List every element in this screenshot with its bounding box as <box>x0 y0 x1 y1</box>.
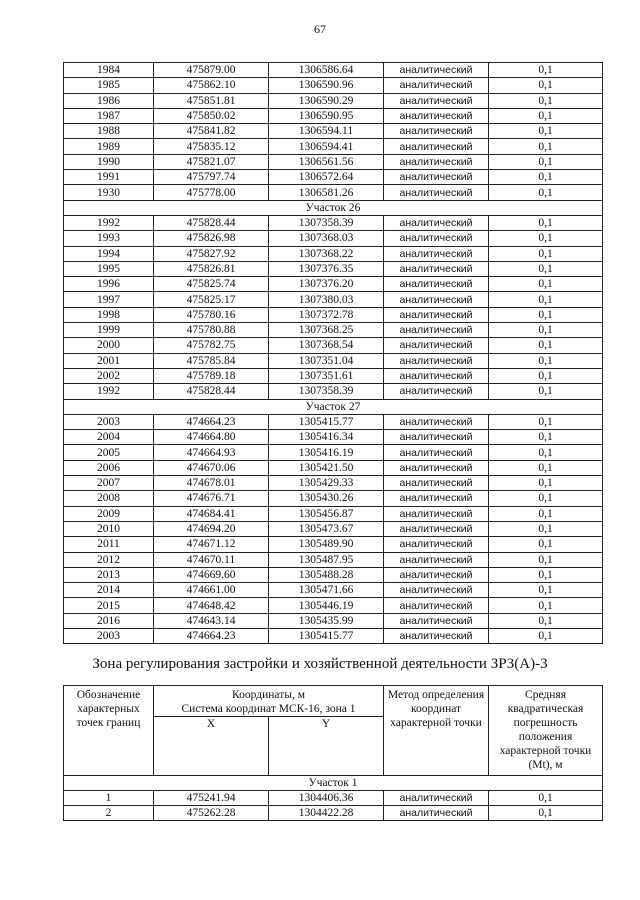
accuracy: 0,1 <box>489 261 603 276</box>
accuracy: 0,1 <box>489 567 603 582</box>
accuracy: 0,1 <box>489 277 603 292</box>
table-row <box>64 154 603 169</box>
point-id: 1 <box>64 791 154 806</box>
accuracy: 0,1 <box>489 170 603 185</box>
table-row <box>64 338 603 353</box>
header-coordinate-system: Система координат МСК-16, зона 1 <box>154 702 384 717</box>
coord-x: 474664.80 <box>154 430 269 445</box>
method: аналитический <box>384 353 489 368</box>
method: аналитический <box>384 414 489 429</box>
coord-x: 475780.16 <box>154 307 269 322</box>
accuracy: 0,1 <box>489 613 603 628</box>
table-row <box>64 552 603 567</box>
point-id: 2002 <box>64 368 154 383</box>
table-row <box>64 277 603 292</box>
coord-y: 1305489.90 <box>269 537 384 552</box>
coord-x: 475828.44 <box>154 384 269 399</box>
coord-y: 1305487.95 <box>269 552 384 567</box>
coord-y: 1305435.99 <box>269 613 384 628</box>
table-row <box>64 506 603 521</box>
section-row <box>64 399 603 414</box>
coord-y: 1307368.22 <box>269 246 384 261</box>
section-row <box>64 200 603 215</box>
table-row <box>64 414 603 429</box>
point-id: 1991 <box>64 170 154 185</box>
accuracy: 0,1 <box>489 628 603 643</box>
point-id: 1987 <box>64 108 154 123</box>
coord-y: 1305473.67 <box>269 521 384 536</box>
accuracy: 0,1 <box>489 93 603 108</box>
method: аналитический <box>384 185 489 200</box>
table-row <box>64 292 603 307</box>
table-row <box>64 791 603 806</box>
method: аналитический <box>384 323 489 338</box>
method: аналитический <box>384 537 489 552</box>
accuracy: 0,1 <box>489 506 603 521</box>
table-row <box>64 93 603 108</box>
method: аналитический <box>384 613 489 628</box>
point-id: 2008 <box>64 491 154 506</box>
point-id: 1992 <box>64 215 154 230</box>
coord-y: 1306586.64 <box>269 63 384 78</box>
method: аналитический <box>384 384 489 399</box>
accuracy: 0,1 <box>489 445 603 460</box>
coord-y: 1305416.34 <box>269 430 384 445</box>
accuracy: 0,1 <box>489 231 603 246</box>
point-id: 2001 <box>64 353 154 368</box>
point-id: 1993 <box>64 231 154 246</box>
method: аналитический <box>384 521 489 536</box>
accuracy: 0,1 <box>489 806 603 821</box>
accuracy: 0,1 <box>489 583 603 598</box>
table-row <box>64 537 603 552</box>
accuracy: 0,1 <box>489 338 603 353</box>
point-id: 1996 <box>64 277 154 292</box>
point-id: 2012 <box>64 552 154 567</box>
header-accuracy: Средняя квадратическая погрешность положения характерной точки (Mt), м <box>489 686 603 776</box>
table-row <box>64 476 603 491</box>
accuracy: 0,1 <box>489 460 603 475</box>
table-row <box>64 108 603 123</box>
coord-x: 475826.81 <box>154 261 269 276</box>
table-row <box>64 583 603 598</box>
point-id: 2004 <box>64 430 154 445</box>
point-id: 1998 <box>64 307 154 322</box>
coord-y: 1307351.61 <box>269 368 384 383</box>
method: аналитический <box>384 139 489 154</box>
point-id: 2005 <box>64 445 154 460</box>
point-id: 1995 <box>64 261 154 276</box>
zone-title: Зона регулирования застройки и хозяйственной деятельности ЗРЗ(А)-3 <box>92 656 548 672</box>
method: аналитический <box>384 246 489 261</box>
table-row <box>64 613 603 628</box>
method: аналитический <box>384 292 489 307</box>
accuracy: 0,1 <box>489 353 603 368</box>
accuracy: 0,1 <box>489 430 603 445</box>
table-row <box>64 261 603 276</box>
coord-x: 475826.98 <box>154 231 269 246</box>
table-row <box>64 215 603 230</box>
coord-y: 1307368.03 <box>269 231 384 246</box>
coord-x: 475825.17 <box>154 292 269 307</box>
accuracy: 0,1 <box>489 154 603 169</box>
coord-y: 1305488.28 <box>269 567 384 582</box>
method: аналитический <box>384 231 489 246</box>
coord-x: 475797.74 <box>154 170 269 185</box>
method: аналитический <box>384 154 489 169</box>
page-number: 67 <box>314 22 326 36</box>
accuracy: 0,1 <box>489 791 603 806</box>
table-row <box>64 598 603 613</box>
coord-y: 1305446.19 <box>269 598 384 613</box>
coord-y: 1307376.35 <box>269 261 384 276</box>
coord-y: 1306581.26 <box>269 185 384 200</box>
accuracy: 0,1 <box>489 63 603 78</box>
point-id: 1994 <box>64 246 154 261</box>
section-title: Участок 26 <box>64 200 603 215</box>
table-row <box>64 307 603 322</box>
coord-y: 1307358.39 <box>269 384 384 399</box>
coord-y: 1306594.11 <box>269 124 384 139</box>
header-point-designation: Обозначение характерных точек границ <box>64 686 154 776</box>
table-row <box>64 384 603 399</box>
coord-x: 475828.44 <box>154 215 269 230</box>
method: аналитический <box>384 628 489 643</box>
coord-x: 475879.00 <box>154 63 269 78</box>
coord-x: 475821.07 <box>154 154 269 169</box>
accuracy: 0,1 <box>489 414 603 429</box>
coord-y: 1306590.95 <box>269 108 384 123</box>
accuracy: 0,1 <box>489 368 603 383</box>
point-id: 1985 <box>64 78 154 93</box>
header-coordinates: Координаты, м <box>154 686 384 703</box>
point-id: 1984 <box>64 63 154 78</box>
coord-x: 475835.12 <box>154 139 269 154</box>
accuracy: 0,1 <box>489 384 603 399</box>
table-row <box>64 246 603 261</box>
method: аналитический <box>384 460 489 475</box>
coord-y: 1304422.28 <box>269 806 384 821</box>
coord-x: 475780.88 <box>154 323 269 338</box>
point-id: 1930 <box>64 185 154 200</box>
coord-x: 475785.84 <box>154 353 269 368</box>
coord-y: 1306572.64 <box>269 170 384 185</box>
coord-x: 475778.00 <box>154 185 269 200</box>
coord-x: 474670.06 <box>154 460 269 475</box>
coord-x: 475841.82 <box>154 124 269 139</box>
method: аналитический <box>384 806 489 821</box>
method: аналитический <box>384 567 489 582</box>
table-row <box>64 460 603 475</box>
method: аналитический <box>384 552 489 567</box>
point-id: 1989 <box>64 139 154 154</box>
table-row <box>64 368 603 383</box>
coord-y: 1305456.87 <box>269 506 384 521</box>
point-id: 2009 <box>64 506 154 521</box>
method: аналитический <box>384 368 489 383</box>
table-row <box>64 78 603 93</box>
coord-x: 474664.93 <box>154 445 269 460</box>
method: аналитический <box>384 170 489 185</box>
accuracy: 0,1 <box>489 521 603 536</box>
accuracy: 0,1 <box>489 139 603 154</box>
method: аналитический <box>384 215 489 230</box>
point-id: 2011 <box>64 537 154 552</box>
point-id: 2015 <box>64 598 154 613</box>
coord-y: 1307368.25 <box>269 323 384 338</box>
method: аналитический <box>384 476 489 491</box>
coord-x: 474694.20 <box>154 521 269 536</box>
point-id: 1997 <box>64 292 154 307</box>
coord-x: 474664.23 <box>154 414 269 429</box>
coord-y: 1307380.03 <box>269 292 384 307</box>
coord-x: 474669.60 <box>154 567 269 582</box>
accuracy: 0,1 <box>489 108 603 123</box>
method: аналитический <box>384 583 489 598</box>
accuracy: 0,1 <box>489 78 603 93</box>
method: аналитический <box>384 430 489 445</box>
table-row <box>64 430 603 445</box>
table-row <box>64 445 603 460</box>
table-row <box>64 63 603 78</box>
point-id: 1999 <box>64 323 154 338</box>
table-row <box>64 353 603 368</box>
method: аналитический <box>384 445 489 460</box>
accuracy: 0,1 <box>489 124 603 139</box>
coord-x: 475262.28 <box>154 806 269 821</box>
method: аналитический <box>384 124 489 139</box>
coord-x: 475825.74 <box>154 277 269 292</box>
table-row <box>64 567 603 582</box>
point-id: 2014 <box>64 583 154 598</box>
point-id: 2006 <box>64 460 154 475</box>
method: аналитический <box>384 791 489 806</box>
table-row <box>64 491 603 506</box>
table-row <box>64 521 603 536</box>
coord-y: 1307376.20 <box>269 277 384 292</box>
table-row <box>64 139 603 154</box>
coord-y: 1305416.19 <box>269 445 384 460</box>
point-id: 2 <box>64 806 154 821</box>
accuracy: 0,1 <box>489 185 603 200</box>
coord-y: 1305415.77 <box>269 628 384 643</box>
method: аналитический <box>384 108 489 123</box>
coord-y: 1306590.96 <box>269 78 384 93</box>
accuracy: 0,1 <box>489 246 603 261</box>
coord-x: 475851.81 <box>154 93 269 108</box>
coord-y: 1307372.78 <box>269 307 384 322</box>
coord-y: 1304406.36 <box>269 791 384 806</box>
coord-y: 1306561.56 <box>269 154 384 169</box>
section-title: Участок 1 <box>64 776 603 791</box>
coord-x: 475827.92 <box>154 246 269 261</box>
method: аналитический <box>384 277 489 292</box>
method: аналитический <box>384 491 489 506</box>
method: аналитический <box>384 506 489 521</box>
table-row <box>64 185 603 200</box>
point-id: 1990 <box>64 154 154 169</box>
coord-x: 474648.42 <box>154 598 269 613</box>
coord-x: 475862.10 <box>154 78 269 93</box>
accuracy: 0,1 <box>489 476 603 491</box>
coord-y: 1307358.39 <box>269 215 384 230</box>
coord-y: 1305421.50 <box>269 460 384 475</box>
coord-x: 474661.00 <box>154 583 269 598</box>
point-id: 2003 <box>64 414 154 429</box>
accuracy: 0,1 <box>489 323 603 338</box>
accuracy: 0,1 <box>489 537 603 552</box>
coordinates-table <box>63 62 603 644</box>
coord-x: 475850.02 <box>154 108 269 123</box>
coord-y: 1307368.54 <box>269 338 384 353</box>
point-id: 1992 <box>64 384 154 399</box>
method: аналитический <box>384 93 489 108</box>
accuracy: 0,1 <box>489 598 603 613</box>
header-x: X <box>154 717 269 776</box>
coord-x: 474684.41 <box>154 506 269 521</box>
table-row <box>64 323 603 338</box>
header-y: Y <box>269 717 384 776</box>
section-title: Участок 27 <box>64 399 603 414</box>
table-row <box>64 628 603 643</box>
accuracy: 0,1 <box>489 215 603 230</box>
method: аналитический <box>384 63 489 78</box>
method: аналитический <box>384 261 489 276</box>
coord-y: 1305430.26 <box>269 491 384 506</box>
coord-x: 474678.01 <box>154 476 269 491</box>
point-id: 2013 <box>64 567 154 582</box>
coord-y: 1305415.77 <box>269 414 384 429</box>
point-id: 2010 <box>64 521 154 536</box>
method: аналитический <box>384 338 489 353</box>
coord-x: 474676.71 <box>154 491 269 506</box>
accuracy: 0,1 <box>489 307 603 322</box>
coord-y: 1305471.66 <box>269 583 384 598</box>
coord-x: 475241.94 <box>154 791 269 806</box>
table-row <box>64 124 603 139</box>
accuracy: 0,1 <box>489 552 603 567</box>
accuracy: 0,1 <box>489 292 603 307</box>
coord-x: 475789.18 <box>154 368 269 383</box>
table-row <box>64 170 603 185</box>
zone-coordinates-table <box>63 685 603 821</box>
header-method: Метод определения координат характерной точки <box>384 686 489 776</box>
point-id: 1988 <box>64 124 154 139</box>
coord-y: 1307351.04 <box>269 353 384 368</box>
point-id: 2003 <box>64 628 154 643</box>
method: аналитический <box>384 78 489 93</box>
method: аналитический <box>384 307 489 322</box>
point-id: 2016 <box>64 613 154 628</box>
coord-x: 475782.75 <box>154 338 269 353</box>
table-row <box>64 806 603 821</box>
coord-x: 474671.12 <box>154 537 269 552</box>
coord-x: 474670.11 <box>154 552 269 567</box>
accuracy: 0,1 <box>489 491 603 506</box>
point-id: 2007 <box>64 476 154 491</box>
coord-y: 1305429.33 <box>269 476 384 491</box>
point-id: 2000 <box>64 338 154 353</box>
point-id: 1986 <box>64 93 154 108</box>
coord-x: 474664.23 <box>154 628 269 643</box>
coord-x: 474643.14 <box>154 613 269 628</box>
method: аналитический <box>384 598 489 613</box>
coord-y: 1306590.29 <box>269 93 384 108</box>
table-row <box>64 231 603 246</box>
coord-y: 1306594.41 <box>269 139 384 154</box>
